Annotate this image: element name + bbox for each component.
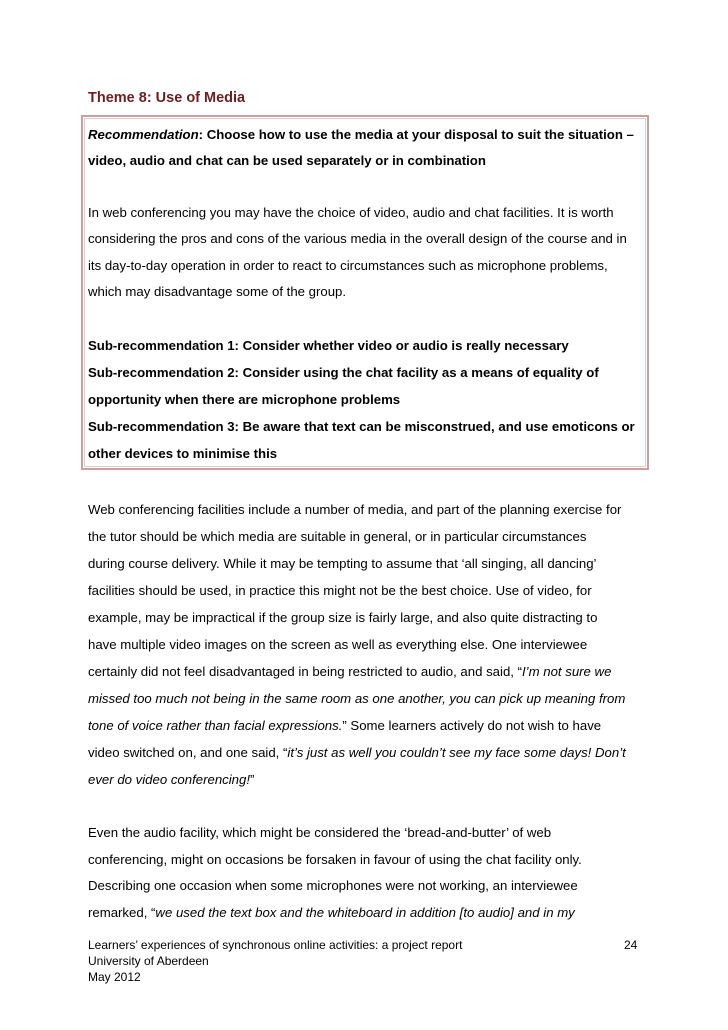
sub-recommendation-2: Sub-recommendation 2: Consider using the chat facility as a means of equality of — [88, 365, 599, 380]
footer-institution: University of Aberdeen — [88, 954, 209, 968]
p1-l11-quote: ever do video conferencing! — [88, 772, 251, 787]
intro-line-4: which may disadvantage some of the group. — [88, 284, 347, 299]
sub-recommendation-2-cont: opportunity when there are microphone problems — [88, 392, 401, 407]
p1-l10-plain: video switched on, and one said, “ — [88, 745, 288, 760]
body-p1-line-6: have multiple video images on the screen as well as everything else. One interviewee — [88, 637, 588, 652]
body-p1-line-2: the tutor should be which media are suitable in general, or in particular circumstances — [88, 529, 587, 544]
sub-recommendation-1: Sub-recommendation 1: Consider whether video or audio is really necessary — [88, 338, 569, 353]
p1-l9-quote: tone of voice rather than facial expressions. — [88, 718, 343, 733]
body-p1-line-7 — [88, 664, 611, 680]
footer-date: May 2012 — [88, 970, 141, 984]
body-p1-line-10 — [88, 745, 626, 761]
body-p1-line-11 — [88, 772, 254, 788]
body-p1-line-9 — [88, 718, 601, 734]
body-p2-line-1: Even the audio facility, which might be considered the ‘bread-and-butter’ of web — [88, 825, 552, 840]
section-heading: Theme 8: Use of Media — [88, 90, 246, 106]
recommendation-line-2: video, audio and chat can be used separately or in combination — [88, 153, 486, 168]
recommendation-text-1: Choose how to use the media at your disposal to suit the situation – — [206, 127, 634, 142]
p2-l4-quote: we used the text box and the whiteboard in addition [to audio] and in my — [155, 905, 575, 920]
body-p1-line-8: missed too much not being in the same room as one another, you can pick up meaning from — [88, 691, 626, 706]
body-p2-line-2: conferencing, might on occasions be forsaken in favour of using the chat facility only. — [88, 852, 582, 867]
body-p2-line-3: Describing one occasion when some microphones were not working, an interviewee — [88, 878, 578, 893]
p2-l4-plain: remarked, “ — [88, 905, 156, 920]
sub-recommendation-3: Sub-recommendation 3: Be aware that text can be misconstrued, and use emoticons or — [88, 419, 635, 434]
body-p1-line-3: during course delivery. While it may be tempting to assume that ‘all singing, all dancing’ — [88, 556, 597, 571]
p1-l11-plain: ” — [250, 772, 255, 787]
footer-report-title: Learners’ experiences of synchronous online activities: a project report — [88, 938, 463, 952]
recommendation-label: Recommendation — [88, 127, 199, 142]
p1-l10-quote: it’s just as well you couldn’t see my face some days! Don’t — [287, 745, 626, 760]
p1-l7-plain: certainly did not feel disadvantaged in being restricted to audio, and said, “ — [88, 664, 522, 679]
intro-line-1: In web conferencing you may have the choice of video, audio and chat facilities. It is worth — [88, 205, 614, 220]
intro-line-2: considering the pros and cons of the various media in the overall design of the course and in — [88, 231, 627, 246]
body-p1-line-5: example, may be impractical if the group size is fairly large, and also quite distracting to — [88, 610, 598, 625]
p1-l7-quote: I’m not sure we — [522, 664, 612, 679]
body-p1-line-1: Web conferencing facilities include a number of media, and part of the planning exercise for — [88, 502, 622, 517]
body-p1-line-4: facilities should be used, in practice this might not be the best choice. Use of video, for — [88, 583, 592, 598]
sub-recommendation-3-cont: other devices to minimise this — [88, 446, 278, 461]
body-p2-line-4 — [88, 905, 575, 921]
p1-l9-plain: ” Some learners actively do not wish to have — [342, 718, 602, 733]
intro-line-3: its day-to-day operation in order to react to circumstances such as microphone problems, — [88, 258, 608, 273]
page-number: 24 — [624, 938, 638, 952]
recommendation-line-1 — [88, 127, 634, 143]
recommendation-colon: : — [198, 127, 207, 142]
